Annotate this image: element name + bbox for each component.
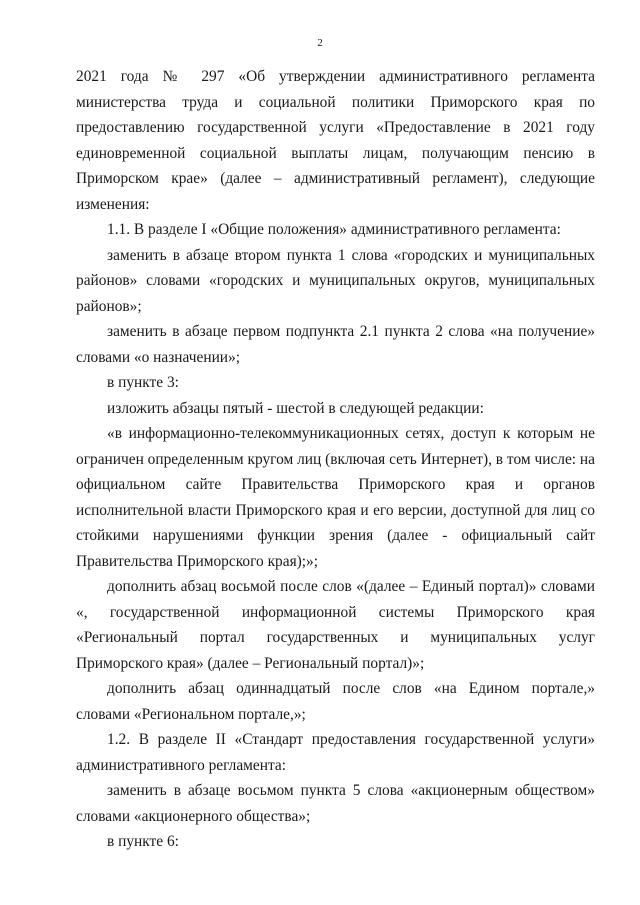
document-body — [76, 64, 595, 855]
paragraph-item-1-2: 1.2. В разделе II «Стандарт предоставления государственной услуги» административного регламента: — [76, 731, 595, 774]
paragraph-quote: «в информационно-телекоммуникационных сетях, доступ к которым не ограничен определенным кругом лиц (включая сеть Интернет), в том числе: на официальном сайте Правительства Приморского края и органов исполнительной власти Приморского края и его версии, доступной для лиц со стойкими нарушениями функции зрения (далее - официальный сайт Правительства Приморского края);»; — [76, 425, 595, 570]
paragraph: заменить в абзаце втором пункта 1 слова «городских и муниципальных районов» словами «городских и муниципальных округов, муниципальных районов»; — [76, 246, 595, 315]
paragraph: дополнить абзац одиннадцатый после слов «на Едином портале,» словами «Региональном портале,»; — [76, 680, 595, 723]
paragraph: в пункте 3: — [107, 374, 179, 391]
paragraph: дополнить абзац восьмой после слов «(далее – Единый портал)» словами «, государственной информационной системы Приморского края «Региональный портал государственных и муниципальных услуг Приморского края» (далее – Региональный портал)»; — [76, 578, 595, 672]
paragraph: изложить абзацы пятый - шестой в следующей редакции: — [107, 399, 484, 417]
paragraph-item-1-1: 1.1. В разделе I «Общие положения» административного регламента: — [107, 221, 561, 238]
page-number: 2 — [317, 37, 323, 49]
paragraph: заменить в абзаце восьмом пункта 5 слова «акционерным обществом» словами «акционерного общества»; — [76, 782, 595, 825]
paragraph: заменить в абзаце первом подпункта 2.1 пункта 2 слова «на получение» словами «о назначении»; — [76, 323, 595, 366]
paragraph-intro: 2021 года № 297 «Об утверждении административного регламента министерства труда и социальной политики Приморского края по предоставлению государственной услуги «Предоставление в 2021 году единовременной социальной выплаты лицам, получающим пенсию в Приморском крае» (далее – административный регламент), следующие изменения: — [76, 68, 595, 213]
paragraph: в пункте 6: — [107, 833, 179, 850]
